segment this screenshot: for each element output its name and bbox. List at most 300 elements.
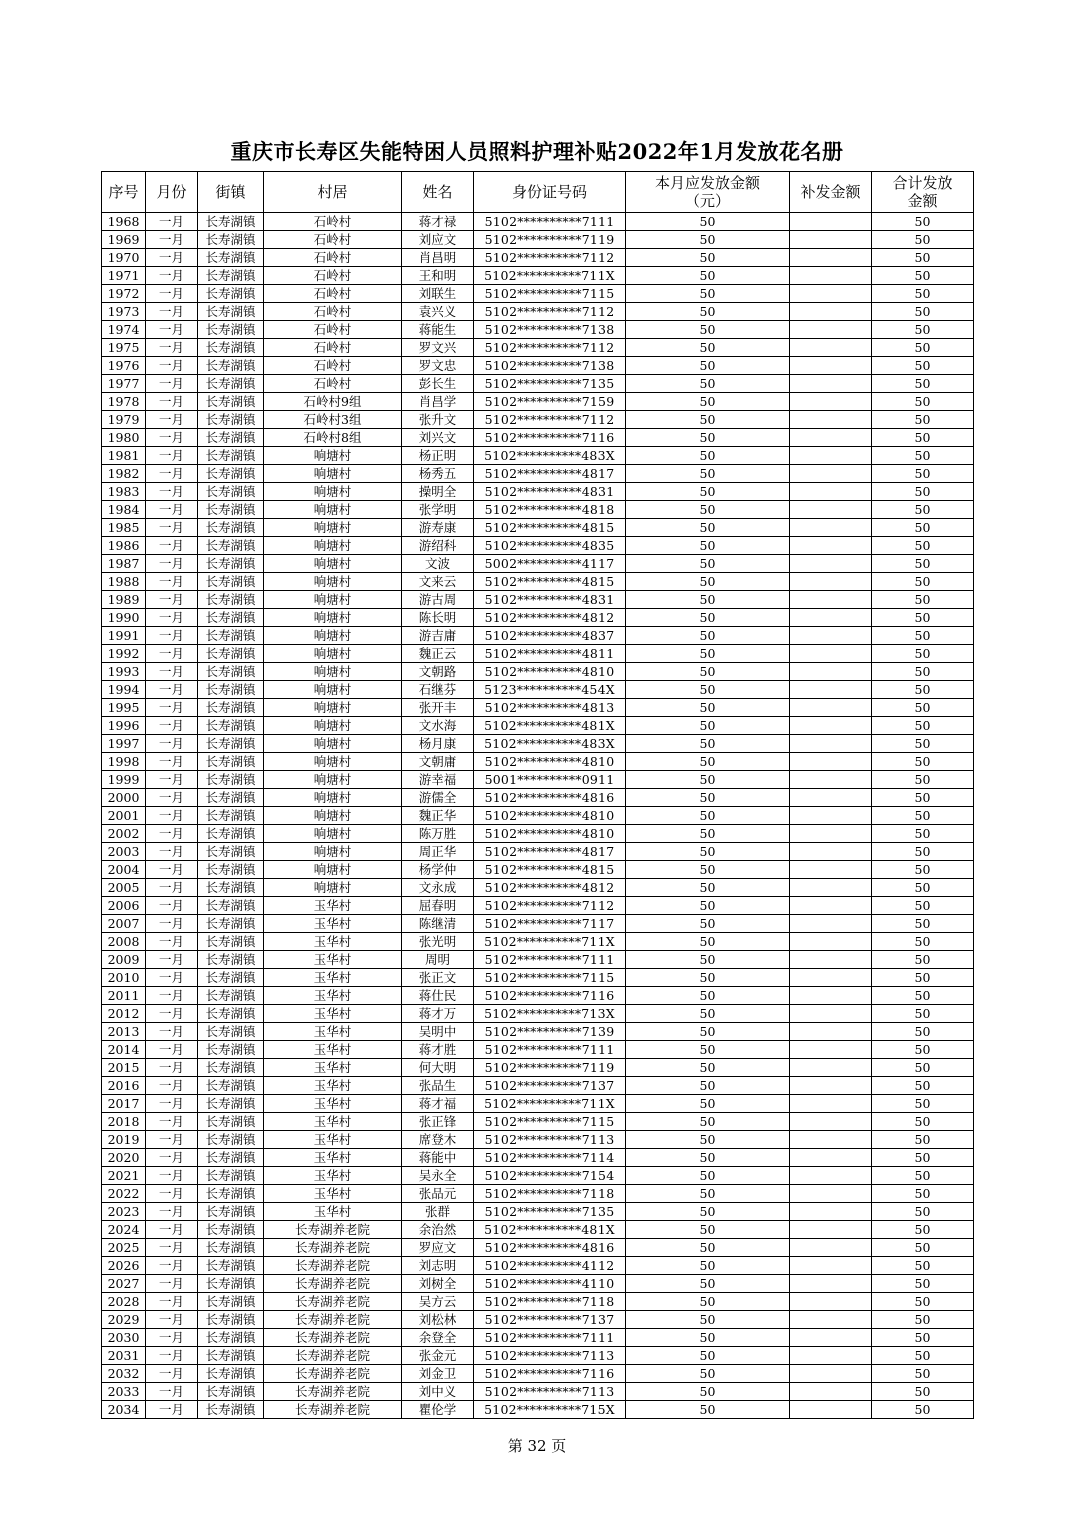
cell-town: 长寿湖镇: [198, 465, 264, 483]
header-supplement: 补发金额: [790, 172, 872, 213]
cell-seq: 2016: [102, 1077, 146, 1095]
cell-due-amount: 50: [626, 411, 790, 429]
header-total-line1: 合计发放: [892, 174, 953, 192]
cell-village: 响塘村: [264, 861, 402, 879]
cell-name: 杨月康: [402, 735, 474, 753]
cell-seq: 2031: [102, 1347, 146, 1365]
cell-name: 文朝路: [402, 663, 474, 681]
cell-town: 长寿湖镇: [198, 321, 264, 339]
cell-supplement: [790, 1095, 872, 1113]
cell-village: 响塘村: [264, 699, 402, 717]
cell-id-number: 5102**********4812: [474, 879, 626, 897]
cell-village: 长寿湖养老院: [264, 1239, 402, 1257]
cell-seq: 2006: [102, 897, 146, 915]
cell-id-number: 5102**********711X: [474, 267, 626, 285]
cell-town: 长寿湖镇: [198, 1203, 264, 1221]
cell-village: 玉华村: [264, 1113, 402, 1131]
cell-id-number: 5102**********4817: [474, 843, 626, 861]
cell-village: 响塘村: [264, 627, 402, 645]
cell-village: 石岭村: [264, 231, 402, 249]
cell-seq: 1976: [102, 357, 146, 375]
cell-seq: 2019: [102, 1131, 146, 1149]
cell-total: 50: [872, 807, 974, 825]
cell-supplement: [790, 501, 872, 519]
cell-name: 席登木: [402, 1131, 474, 1149]
table-row: [102, 285, 974, 303]
cell-town: 长寿湖镇: [198, 789, 264, 807]
cell-total: 50: [872, 231, 974, 249]
cell-name: 吴方云: [402, 1293, 474, 1311]
cell-month: 一月: [146, 735, 198, 753]
cell-town: 长寿湖镇: [198, 681, 264, 699]
header-id-number: 身份证号码: [474, 172, 626, 213]
cell-seq: 2013: [102, 1023, 146, 1041]
cell-town: 长寿湖镇: [198, 843, 264, 861]
cell-month: 一月: [146, 1005, 198, 1023]
cell-due-amount: 50: [626, 1401, 790, 1419]
cell-due-amount: 50: [626, 1185, 790, 1203]
cell-name: 杨秀五: [402, 465, 474, 483]
cell-id-number: 5102**********4831: [474, 591, 626, 609]
cell-month: 一月: [146, 879, 198, 897]
table-header-row: [102, 172, 974, 213]
table-row: [102, 1401, 974, 1419]
cell-village: 响塘村: [264, 555, 402, 573]
cell-supplement: [790, 627, 872, 645]
cell-total: 50: [872, 447, 974, 465]
cell-village: 长寿湖养老院: [264, 1329, 402, 1347]
table-row: [102, 231, 974, 249]
cell-month: 一月: [146, 609, 198, 627]
cell-seq: 2000: [102, 789, 146, 807]
cell-supplement: [790, 303, 872, 321]
cell-village: 玉华村: [264, 1185, 402, 1203]
cell-supplement: [790, 555, 872, 573]
cell-due-amount: 50: [626, 465, 790, 483]
cell-town: 长寿湖镇: [198, 1041, 264, 1059]
cell-id-number: 5102**********4112: [474, 1257, 626, 1275]
cell-village: 玉华村: [264, 951, 402, 969]
cell-village: 响塘村: [264, 879, 402, 897]
cell-supplement: [790, 213, 872, 231]
cell-total: 50: [872, 1275, 974, 1293]
cell-seq: 2007: [102, 915, 146, 933]
cell-supplement: [790, 915, 872, 933]
cell-id-number: 5102**********7111: [474, 213, 626, 231]
cell-month: 一月: [146, 411, 198, 429]
cell-supplement: [790, 573, 872, 591]
cell-total: 50: [872, 843, 974, 861]
cell-supplement: [790, 375, 872, 393]
cell-total: 50: [872, 1347, 974, 1365]
cell-village: 响塘村: [264, 483, 402, 501]
table-row: [102, 375, 974, 393]
cell-due-amount: 50: [626, 1221, 790, 1239]
cell-town: 长寿湖镇: [198, 627, 264, 645]
table-row: [102, 717, 974, 735]
table-row: [102, 879, 974, 897]
cell-id-number: 5102**********483X: [474, 447, 626, 465]
cell-due-amount: 50: [626, 1095, 790, 1113]
cell-month: 一月: [146, 357, 198, 375]
cell-seq: 1995: [102, 699, 146, 717]
cell-seq: 2003: [102, 843, 146, 861]
cell-total: 50: [872, 483, 974, 501]
cell-id-number: 5102**********7137: [474, 1311, 626, 1329]
cell-id-number: 5102**********7112: [474, 249, 626, 267]
cell-seq: 1974: [102, 321, 146, 339]
cell-name: 袁兴义: [402, 303, 474, 321]
cell-seq: 2009: [102, 951, 146, 969]
cell-name: 文波: [402, 555, 474, 573]
cell-month: 一月: [146, 321, 198, 339]
cell-id-number: 5102**********4837: [474, 627, 626, 645]
cell-town: 长寿湖镇: [198, 1167, 264, 1185]
cell-total: 50: [872, 303, 974, 321]
cell-town: 长寿湖镇: [198, 1149, 264, 1167]
cell-village: 长寿湖养老院: [264, 1383, 402, 1401]
cell-id-number: 5102**********7119: [474, 1059, 626, 1077]
table-row: [102, 393, 974, 411]
cell-month: 一月: [146, 897, 198, 915]
document-title: 重庆市长寿区失能特困人员照料护理补贴2022年1月发放花名册: [230, 139, 844, 164]
cell-seq: 1982: [102, 465, 146, 483]
table-row: [102, 969, 974, 987]
cell-supplement: [790, 339, 872, 357]
cell-seq: 2001: [102, 807, 146, 825]
cell-supplement: [790, 1167, 872, 1185]
cell-id-number: 5102**********4815: [474, 573, 626, 591]
cell-due-amount: 50: [626, 789, 790, 807]
cell-town: 长寿湖镇: [198, 1131, 264, 1149]
cell-name: 刘应文: [402, 231, 474, 249]
cell-id-number: 5102**********7115: [474, 1113, 626, 1131]
cell-name: 游幸福: [402, 771, 474, 789]
cell-village: 石岭村3组: [264, 411, 402, 429]
cell-town: 长寿湖镇: [198, 231, 264, 249]
cell-name: 游吉庸: [402, 627, 474, 645]
cell-town: 长寿湖镇: [198, 555, 264, 573]
cell-seq: 2012: [102, 1005, 146, 1023]
cell-due-amount: 50: [626, 1293, 790, 1311]
cell-id-number: 5102**********483X: [474, 735, 626, 753]
cell-total: 50: [872, 987, 974, 1005]
cell-town: 长寿湖镇: [198, 1095, 264, 1113]
cell-month: 一月: [146, 645, 198, 663]
cell-month: 一月: [146, 339, 198, 357]
cell-supplement: [790, 285, 872, 303]
cell-month: 一月: [146, 1077, 198, 1095]
cell-name: 操明全: [402, 483, 474, 501]
cell-seq: 2028: [102, 1293, 146, 1311]
cell-supplement: [790, 843, 872, 861]
cell-village: 石岭村: [264, 249, 402, 267]
table-row: [102, 1365, 974, 1383]
cell-id-number: 5102**********4818: [474, 501, 626, 519]
cell-village: 石岭村: [264, 285, 402, 303]
cell-village: 响塘村: [264, 825, 402, 843]
cell-id-number: 5102**********711X: [474, 1095, 626, 1113]
cell-name: 瞿伦学: [402, 1401, 474, 1419]
cell-seq: 1975: [102, 339, 146, 357]
cell-id-number: 5102**********711X: [474, 933, 626, 951]
table-row: [102, 1131, 974, 1149]
cell-town: 长寿湖镇: [198, 519, 264, 537]
cell-town: 长寿湖镇: [198, 375, 264, 393]
cell-name: 蒋能生: [402, 321, 474, 339]
cell-id-number: 5102**********7118: [474, 1185, 626, 1203]
cell-village: 长寿湖养老院: [264, 1347, 402, 1365]
cell-id-number: 5102**********713X: [474, 1005, 626, 1023]
cell-due-amount: 50: [626, 231, 790, 249]
cell-total: 50: [872, 357, 974, 375]
cell-total: 50: [872, 1131, 974, 1149]
cell-name: 刘松林: [402, 1311, 474, 1329]
cell-due-amount: 50: [626, 321, 790, 339]
cell-seq: 1990: [102, 609, 146, 627]
cell-seq: 2017: [102, 1095, 146, 1113]
cell-supplement: [790, 807, 872, 825]
cell-village: 响塘村: [264, 609, 402, 627]
cell-town: 长寿湖镇: [198, 807, 264, 825]
cell-village: 响塘村: [264, 753, 402, 771]
cell-month: 一月: [146, 1041, 198, 1059]
cell-total: 50: [872, 1113, 974, 1131]
cell-due-amount: 50: [626, 1311, 790, 1329]
cell-supplement: [790, 1221, 872, 1239]
table-row: [102, 843, 974, 861]
cell-id-number: 5102**********4110: [474, 1275, 626, 1293]
cell-due-amount: 50: [626, 933, 790, 951]
cell-seq: 2004: [102, 861, 146, 879]
cell-month: 一月: [146, 375, 198, 393]
cell-id-number: 5102**********7138: [474, 321, 626, 339]
cell-supplement: [790, 1023, 872, 1041]
cell-due-amount: 50: [626, 519, 790, 537]
cell-id-number: 5102**********7138: [474, 357, 626, 375]
cell-village: 玉华村: [264, 1149, 402, 1167]
cell-town: 长寿湖镇: [198, 249, 264, 267]
cell-total: 50: [872, 825, 974, 843]
cell-total: 50: [872, 1383, 974, 1401]
cell-due-amount: 50: [626, 681, 790, 699]
cell-town: 长寿湖镇: [198, 825, 264, 843]
table-row: [102, 519, 974, 537]
cell-month: 一月: [146, 573, 198, 591]
cell-id-number: 5102**********7112: [474, 411, 626, 429]
cell-seq: 1999: [102, 771, 146, 789]
cell-supplement: [790, 771, 872, 789]
cell-month: 一月: [146, 303, 198, 321]
cell-village: 长寿湖养老院: [264, 1221, 402, 1239]
cell-total: 50: [872, 321, 974, 339]
cell-id-number: 5102**********7111: [474, 1041, 626, 1059]
cell-id-number: 5102**********7113: [474, 1347, 626, 1365]
cell-name: 游古周: [402, 591, 474, 609]
cell-seq: 1980: [102, 429, 146, 447]
cell-name: 刘树全: [402, 1275, 474, 1293]
cell-due-amount: 50: [626, 1257, 790, 1275]
cell-total: 50: [872, 861, 974, 879]
cell-id-number: 5102**********7139: [474, 1023, 626, 1041]
cell-village: 玉华村: [264, 969, 402, 987]
header-due-amount-line2: （元）: [684, 192, 730, 210]
cell-town: 长寿湖镇: [198, 645, 264, 663]
cell-supplement: [790, 1383, 872, 1401]
cell-month: 一月: [146, 1401, 198, 1419]
cell-total: 50: [872, 1221, 974, 1239]
cell-name: 罗文兴: [402, 339, 474, 357]
cell-seq: 1972: [102, 285, 146, 303]
cell-seq: 2033: [102, 1383, 146, 1401]
cell-due-amount: 50: [626, 393, 790, 411]
table-row: [102, 915, 974, 933]
cell-month: 一月: [146, 1185, 198, 1203]
cell-seq: 2011: [102, 987, 146, 1005]
cell-supplement: [790, 465, 872, 483]
cell-due-amount: 50: [626, 1041, 790, 1059]
cell-name: 刘中义: [402, 1383, 474, 1401]
cell-village: 响塘村: [264, 771, 402, 789]
cell-due-amount: 50: [626, 771, 790, 789]
table-row: [102, 447, 974, 465]
cell-id-number: 5002**********4117: [474, 555, 626, 573]
cell-village: 响塘村: [264, 501, 402, 519]
cell-total: 50: [872, 1185, 974, 1203]
cell-seq: 2023: [102, 1203, 146, 1221]
cell-seq: 1970: [102, 249, 146, 267]
header-month: 月份: [146, 172, 198, 213]
cell-village: 玉华村: [264, 1077, 402, 1095]
cell-month: 一月: [146, 429, 198, 447]
table-row: [102, 591, 974, 609]
table-row: [102, 933, 974, 951]
cell-seq: 1991: [102, 627, 146, 645]
cell-id-number: 5102**********4810: [474, 825, 626, 843]
cell-total: 50: [872, 267, 974, 285]
cell-village: 玉华村: [264, 1095, 402, 1113]
cell-town: 长寿湖镇: [198, 1023, 264, 1041]
cell-month: 一月: [146, 591, 198, 609]
cell-name: 石继芬: [402, 681, 474, 699]
cell-month: 一月: [146, 1383, 198, 1401]
cell-seq: 2025: [102, 1239, 146, 1257]
cell-name: 屈春明: [402, 897, 474, 915]
table-row: [102, 681, 974, 699]
cell-due-amount: 50: [626, 987, 790, 1005]
cell-total: 50: [872, 429, 974, 447]
table-row: [102, 825, 974, 843]
cell-seq: 1996: [102, 717, 146, 735]
cell-name: 张学明: [402, 501, 474, 519]
cell-month: 一月: [146, 249, 198, 267]
cell-month: 一月: [146, 1329, 198, 1347]
cell-seq: 2015: [102, 1059, 146, 1077]
cell-id-number: 5102**********7112: [474, 339, 626, 357]
cell-month: 一月: [146, 393, 198, 411]
cell-village: 石岭村: [264, 375, 402, 393]
cell-village: 响塘村: [264, 465, 402, 483]
cell-village: 石岭村: [264, 213, 402, 231]
cell-seq: 2026: [102, 1257, 146, 1275]
cell-supplement: [790, 933, 872, 951]
table-row: [102, 1005, 974, 1023]
cell-month: 一月: [146, 465, 198, 483]
cell-id-number: 5102**********7113: [474, 1131, 626, 1149]
cell-id-number: 5102**********7115: [474, 969, 626, 987]
cell-due-amount: 50: [626, 573, 790, 591]
table-row: [102, 303, 974, 321]
cell-seq: 1977: [102, 375, 146, 393]
cell-name: 张正锋: [402, 1113, 474, 1131]
cell-due-amount: 50: [626, 663, 790, 681]
cell-supplement: [790, 411, 872, 429]
cell-supplement: [790, 519, 872, 537]
cell-seq: 1993: [102, 663, 146, 681]
cell-month: 一月: [146, 519, 198, 537]
cell-name: 文永成: [402, 879, 474, 897]
cell-village: 长寿湖养老院: [264, 1365, 402, 1383]
cell-supplement: [790, 231, 872, 249]
cell-supplement: [790, 645, 872, 663]
table-row: [102, 789, 974, 807]
cell-month: 一月: [146, 663, 198, 681]
cell-seq: 1984: [102, 501, 146, 519]
cell-due-amount: 50: [626, 1347, 790, 1365]
cell-village: 石岭村: [264, 303, 402, 321]
cell-supplement: [790, 249, 872, 267]
cell-town: 长寿湖镇: [198, 663, 264, 681]
cell-due-amount: 50: [626, 1203, 790, 1221]
cell-name: 肖昌学: [402, 393, 474, 411]
cell-seq: 1981: [102, 447, 146, 465]
cell-due-amount: 50: [626, 1023, 790, 1041]
table-row: [102, 807, 974, 825]
cell-town: 长寿湖镇: [198, 267, 264, 285]
cell-name: 周明: [402, 951, 474, 969]
cell-supplement: [790, 969, 872, 987]
cell-name: 彭长生: [402, 375, 474, 393]
table-row: [102, 339, 974, 357]
cell-total: 50: [872, 879, 974, 897]
cell-town: 长寿湖镇: [198, 1239, 264, 1257]
cell-supplement: [790, 987, 872, 1005]
header-seq: 序号: [102, 172, 146, 213]
cell-total: 50: [872, 1077, 974, 1095]
cell-name: 蒋才万: [402, 1005, 474, 1023]
cell-supplement: [790, 393, 872, 411]
cell-total: 50: [872, 1239, 974, 1257]
cell-name: 周正华: [402, 843, 474, 861]
cell-seq: 1986: [102, 537, 146, 555]
cell-seq: 1994: [102, 681, 146, 699]
cell-name: 罗应文: [402, 1239, 474, 1257]
table-row: [102, 1149, 974, 1167]
table-row: [102, 1077, 974, 1095]
cell-total: 50: [872, 933, 974, 951]
cell-name: 蒋才胜: [402, 1041, 474, 1059]
table-row: [102, 627, 974, 645]
cell-total: 50: [872, 663, 974, 681]
cell-village: 玉华村: [264, 1041, 402, 1059]
cell-due-amount: 50: [626, 753, 790, 771]
cell-village: 长寿湖养老院: [264, 1257, 402, 1275]
cell-month: 一月: [146, 1203, 198, 1221]
header-total: [872, 172, 974, 213]
cell-seq: 2010: [102, 969, 146, 987]
cell-town: 长寿湖镇: [198, 1329, 264, 1347]
cell-village: 玉华村: [264, 1023, 402, 1041]
